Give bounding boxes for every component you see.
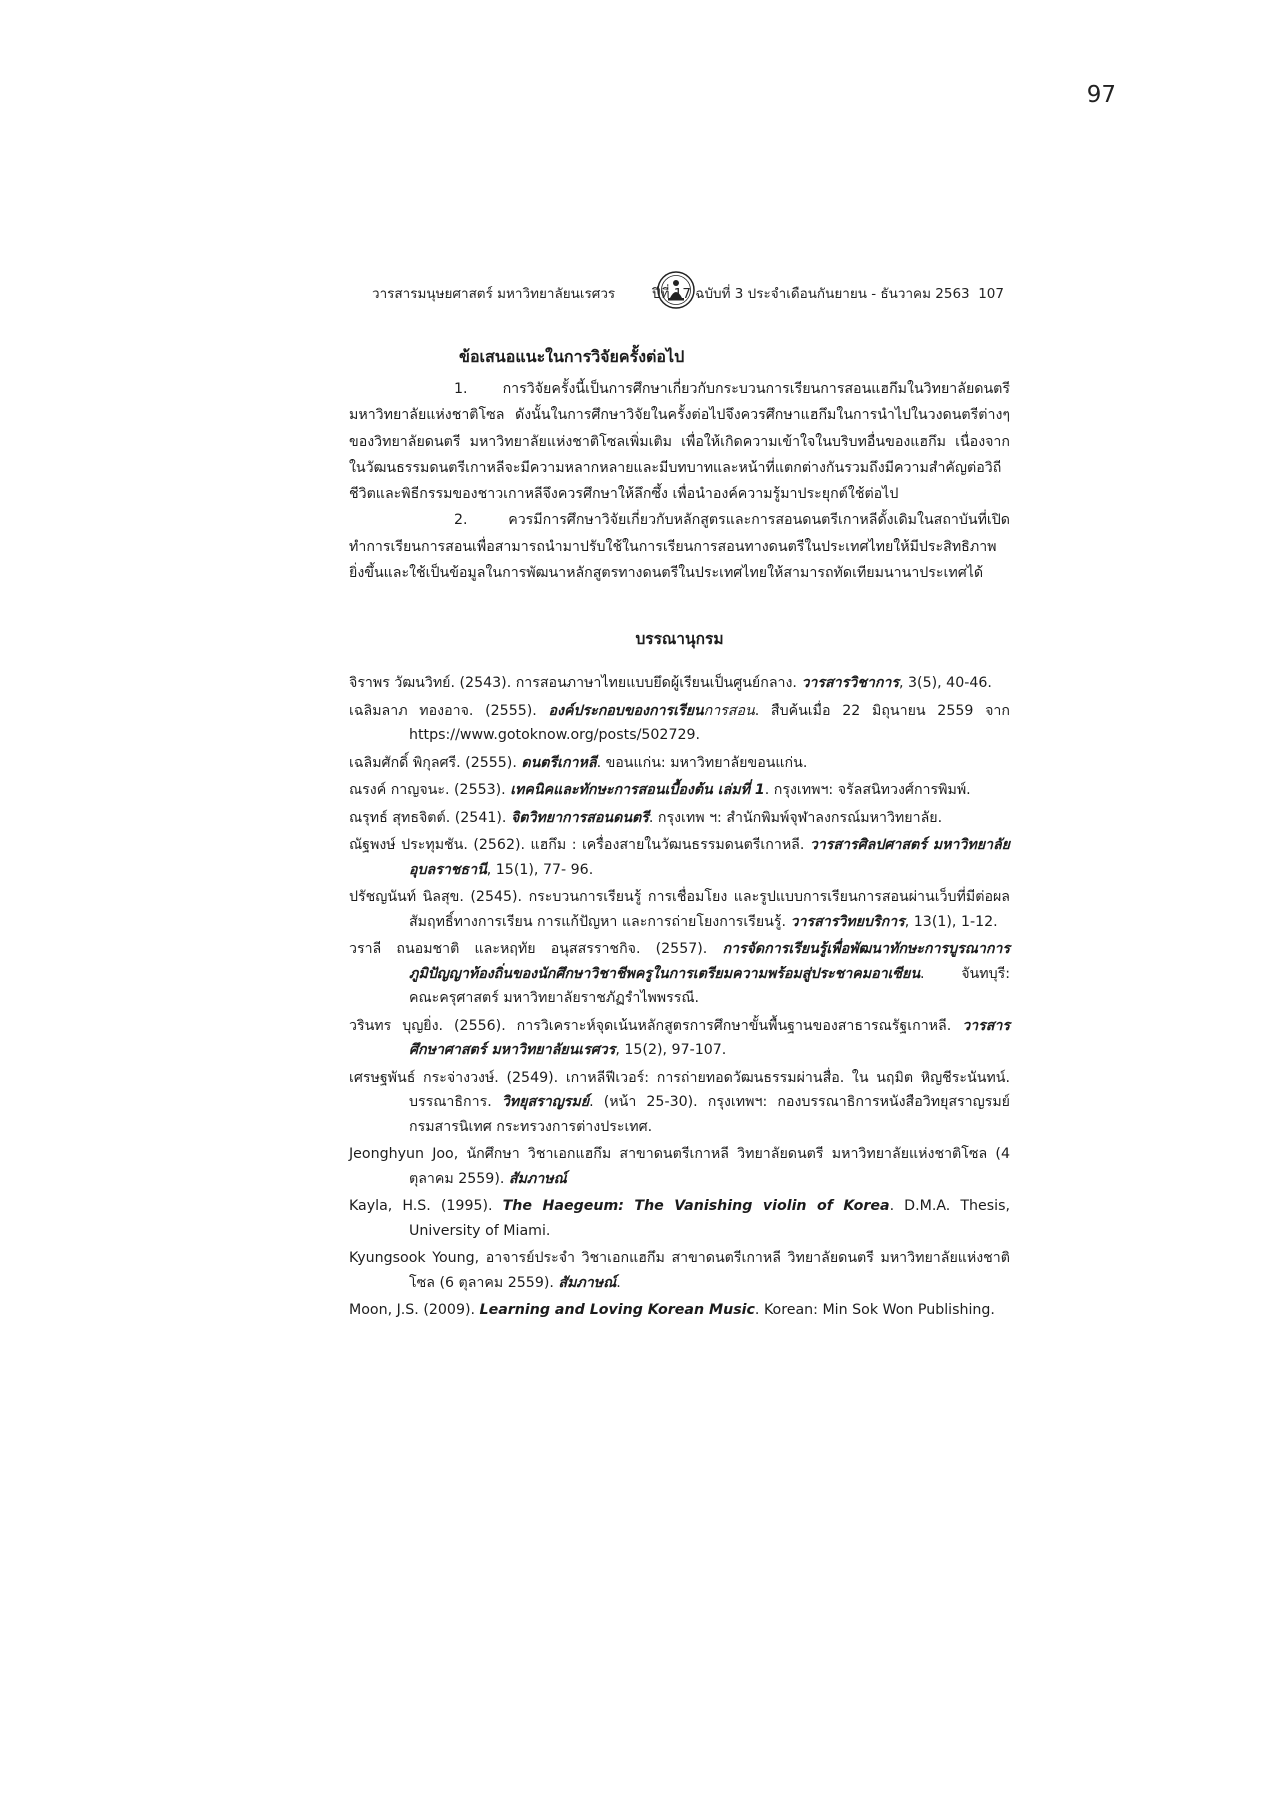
references-heading: บรรณานุกรม	[635, 630, 724, 649]
journal-page-number: 107	[978, 286, 1004, 302]
reference-entry: เศรษฐพันธ์ กระจ่างวงษ์. (2549). เกาหลีฟีเวอร์: การถ่ายทอดวัฒนธรรมผ่านสื่อ. ใน นฤมิต หิญชีระนันทน์. บรรณาธิการ. วิทยุสราญรมย์. (หน้า 25-30). กรุงเทพฯ: กองบรรณาธิการหนังสือวิทยุสราญรมย์ กรมสารนิเทศ กระทรวงการต่างประเทศ.	[349, 1069, 1010, 1135]
reference-entry: เฉลิมลาภ ทองอาจ. (2555). องค์ประกอบของการเรียนการสอน. สืบค้นเมื่อ 22 มิถุนายน 2559 จาก https://www.gotoknow.org/posts/502729.	[349, 702, 1010, 744]
section-heading: ข้อเสนอแนะในการวิจัยครั้งต่อไป	[459, 347, 685, 366]
issue-info-group	[652, 282, 1004, 304]
reference-entry: ณรงค์ กาญจนะ. (2553). เทคนิคและทักษะการสอนเบื้องต้น เล่มที่ 1. กรุงเทพฯ: จรัลสนิทวงศ์การพิมพ์.	[349, 782, 971, 799]
reference-entry: ปรัชญนันท์ นิลสุข. (2545). กระบวนการเรียนรู้ การเชื่อมโยง และรูปแบบการเรียนการสอนผ่านเว็บที่มีต่อผลสัมฤทธิ์ทางการเรียน การแก้ปัญหา และการถ่ายโยงการเรียนรู้. วารสารวิทยบริการ, 13(1), 1-12.	[349, 889, 1010, 930]
reference-entry: จิราพร วัฒนวิทย์. (2543). การสอนภาษาไทยแบบยึดผู้เรียนเป็นศูนย์กลาง. วารสารวิชาการ, 3(5), 40-46.	[349, 675, 992, 692]
reference-entry: Kyungsook Young, อาจารย์ประจำ วิชาเอกแฮกึม สาขาดนตรีเกาหลี วิทยาลัยดนตรี มหาวิทยาลัยแห่งชาติโซล (6 ตุลาคม 2559). สัมภาษณ์.	[349, 1250, 1010, 1291]
reference-entry: วรินทร บุญยิ่ง. (2556). การวิเคราะห์จุดเน้นหลักสูตรการศึกษาขั้นพื้นฐานของสาธารณรัฐเกาหลี. วารสารศึกษาศาสตร์ มหาวิทยาลัยนเรศวร, 15(2), 97-107.	[349, 1017, 1010, 1059]
recommendation-paragraph	[349, 507, 1010, 586]
reference-entry: Moon, J.S. (2009). Learning and Loving Korean Music. Korean: Min Sok Won Publishing.	[349, 1302, 995, 1319]
item-number: 2.	[454, 512, 468, 529]
page-content	[349, 345, 1010, 1326]
item-number: 1.	[454, 381, 468, 397]
reference-entry: ณรุทธ์ สุทธจิตต์. (2541). จิตวิทยาการสอนดนตรี. กรุงเทพ ฯ: สำนักพิมพ์จุฬาลงกรณ์มหาวิทยาลัย.	[349, 809, 943, 826]
reference-entry: Jeonghyun Joo, นักศึกษา วิชาเอกแฮกึม สาขาดนตรีเกาหลี วิทยาลัยดนตรี มหาวิทยาลัยแห่งชาติโซล (4 ตุลาคม 2559). สัมภาษณ์	[349, 1146, 1010, 1187]
journal-name: วารสารมนุษยศาสตร์ มหาวิทยาลัยนเรศวร	[372, 286, 616, 302]
issue-info: ปีที่ 17 ฉบับที่ 3 ประจำเดือนกันยายน - ธันวาคม 2563	[652, 286, 970, 302]
reference-entry: Kayla, H.S. (1995). The Haegeum: The Vanishing violin of Korea. D.M.A. Thesis, University of Miami.	[349, 1198, 1010, 1239]
page-number: 97	[1086, 82, 1116, 108]
reference-list	[349, 671, 1010, 1323]
recommendation-paragraph	[349, 376, 1010, 507]
reference-entry: ณัฐพงษ์ ประทุมชัน. (2562). แฮกึม : เครื่องสายในวัฒนธรรมดนตรีเกาหลี. วารสารศิลปศาสตร์ มหาวิทยาลัยอุบลราชธานี, 15(1), 77- 96.	[349, 837, 1010, 878]
item-text: ควรมีการศึกษาวิจัยเกี่ยวกับหลักสูตรและการสอนดนตรีเกาหลีดั้งเดิมในสถาบันที่เปิดทำการเรียนการสอนเพื่อสามารถนำมาปรับใช้ในการเรียนการสอนทางดนตรีในประเทศไทยให้มีประสิทธิภาพยิ่งขึ้นและใช้เป็นข้อมูลในการพัฒนาหลักสูตรทางดนตรีในประเทศไทยให้สามารถทัดเทียมนานาประเทศได้	[349, 512, 1010, 582]
reference-entry: วราลี ถนอมชาติ และหฤทัย อนุสสรราชกิจ. (2557). การจัดการเรียนรู้เพื่อพัฒนาทักษะการบูรณาการภูมิปัญญาท้องถิ่นของนักศึกษาวิชาชีพครูในการเตรียมความพร้อมสู่ประชาคมอาเซียน. จันทบุรี: คณะครุศาสตร์ มหาวิทยาลัยราชภัฏรำไพพรรณี.	[349, 941, 1010, 1007]
reference-entry: เฉลิมศักดิ์ พิกุลศรี. (2555). ดนตรีเกาหลี. ขอนแก่น: มหาวิทยาลัยขอนแก่น.	[349, 754, 808, 771]
running-header	[372, 270, 1004, 310]
item-text: การวิจัยครั้งนี้เป็นการศึกษาเกี่ยวกับกระบวนการเรียนการสอนแฮกึมในวิทยาลัยดนตรี มหาวิทยาลัยแห่งชาติโซล ดังนั้นในการศึกษาวิจัยในครั้งต่อไปจึงควรศึกษาแฮกึมในการนำไปในวงดนตรีต่างๆ ของวิทยาลัยดนตรี มหาวิทยาลัยแห่งชาติโซลเพิ่มเติม เพื่อให้เกิดความเข้าใจในบริบทอื่นของแฮกึม เนื่องจากในวัฒนธรรมดนตรีเกาหลีจะมีความหลากหลายและมีบทบาทและหน้าที่แตกต่างกันรวมถึงมีความสำคัญต่อวิถีชีวิตและพิธีกรรมของชาวเกาหลีจึงควรศึกษาให้ลึกซึ้ง เพื่อนำองค์ความรู้มาประยุกต์ใช้ต่อไป	[349, 381, 1010, 503]
